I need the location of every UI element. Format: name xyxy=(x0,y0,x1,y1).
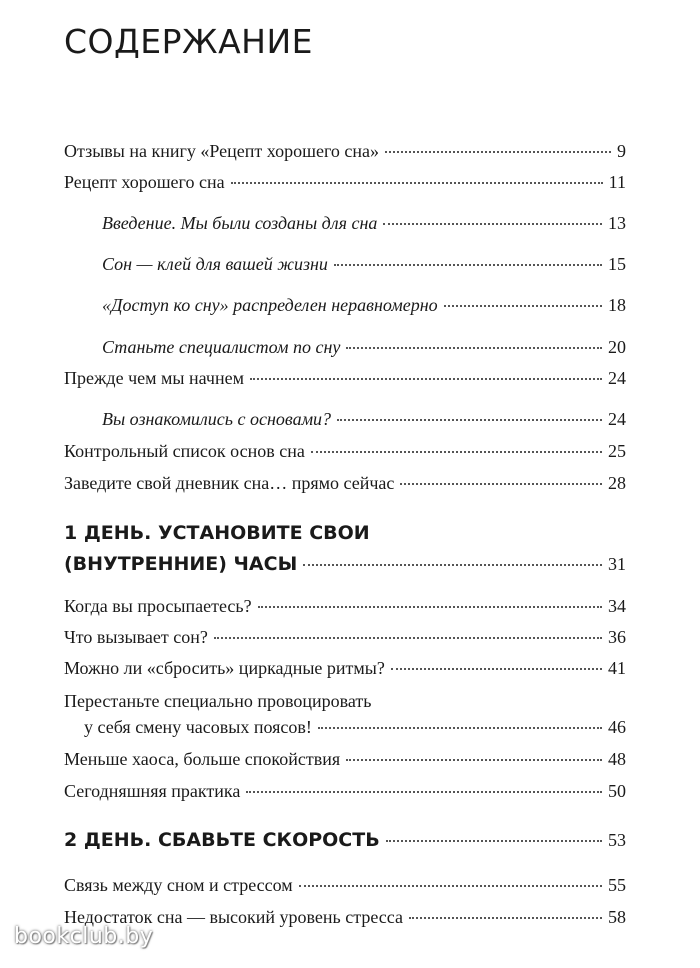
toc-entry-page: 20 xyxy=(608,337,626,357)
toc-entry[interactable] xyxy=(64,171,626,193)
toc-entry-title: Когда вы просыпаетесь? xyxy=(64,596,252,616)
toc-entry-title: Отзывы на книгу «Рецепт хорошего сна» xyxy=(64,141,379,161)
toc-entry-title: Рецепт хорошего сна xyxy=(64,172,225,192)
toc-entry-title: 2 ДЕНЬ. СБАВЬТЕ СКОРОСТЬ xyxy=(64,829,380,851)
toc-entry[interactable] xyxy=(64,140,626,162)
dot-leader xyxy=(385,151,611,153)
toc-entry-page: 11 xyxy=(608,172,626,192)
toc-entry-page: 24 xyxy=(608,368,626,388)
toc-entry-page: 9 xyxy=(617,141,626,161)
dot-leader xyxy=(299,885,602,887)
chapter-entry[interactable] xyxy=(64,825,626,855)
page-title: СОДЕРЖАНИЕ xyxy=(64,22,314,61)
toc-entry-page: 31 xyxy=(608,554,626,574)
toc-entry-page: 55 xyxy=(608,875,626,895)
toc-entry-title: Станьте специалистом по сну xyxy=(102,337,341,357)
site-watermark: bookclub.by xyxy=(14,924,154,949)
dot-leader xyxy=(318,727,602,729)
dot-leader xyxy=(400,483,602,485)
toc-entry-title: Сон — клей для вашей жизни xyxy=(102,254,328,274)
toc-entry-line1: Перестаньте специально провоцировать xyxy=(64,691,372,711)
toc-entry-page: 28 xyxy=(608,473,626,493)
dot-leader xyxy=(337,419,602,421)
toc-entry-title: Недостаток сна — высокий уровень стресса xyxy=(64,907,403,927)
toc-entry-title: Заведите свой дневник сна… прямо сейчас xyxy=(64,473,395,493)
toc-entry[interactable] xyxy=(64,780,626,802)
dot-leader xyxy=(391,668,602,670)
dot-leader xyxy=(311,451,602,453)
toc-entry-page: 24 xyxy=(608,409,626,429)
toc-entry-title: «Доступ ко сну» распределен неравномерно xyxy=(102,295,438,315)
toc-entry-title: Меньше хаоса, больше спокойствия xyxy=(64,749,341,769)
dot-leader xyxy=(334,264,602,266)
toc-entry-title: Вы ознакомились с основами? xyxy=(102,409,332,429)
toc-entry[interactable] xyxy=(84,716,626,738)
toc-entry[interactable] xyxy=(64,657,626,679)
toc-entry[interactable] xyxy=(64,874,626,896)
dot-leader xyxy=(231,182,603,184)
chapter-entry[interactable] xyxy=(64,549,626,579)
toc-subentry[interactable] xyxy=(102,253,626,275)
toc-entry-title: Сегодняшняя практика xyxy=(64,781,241,801)
toc-entry[interactable] xyxy=(64,367,626,389)
toc-entry-page: 36 xyxy=(608,627,626,647)
toc-entry-title: Можно ли «сбросить» циркадные ритмы? xyxy=(64,658,385,678)
dot-leader xyxy=(246,791,602,793)
dot-leader xyxy=(409,917,602,919)
toc-entry-title: у себя смену часовых поясов! xyxy=(84,717,312,737)
toc-entry[interactable] xyxy=(64,595,626,617)
dot-leader xyxy=(383,223,602,225)
toc-entry-title: Введение. Мы были созданы для сна xyxy=(102,213,378,233)
toc-entry-page: 48 xyxy=(608,749,626,769)
toc-entry-page: 58 xyxy=(608,907,626,927)
toc-entry-page: 46 xyxy=(608,717,626,737)
toc-entry-title: Контрольный список основ сна xyxy=(64,441,305,461)
toc-entry-title: Что вызывает сон? xyxy=(64,627,208,647)
toc-entry-page: 15 xyxy=(608,254,626,274)
dot-leader xyxy=(214,637,602,639)
toc-entry[interactable] xyxy=(64,472,626,494)
dot-leader xyxy=(303,564,602,566)
dot-leader xyxy=(346,759,602,761)
toc-entry[interactable] xyxy=(64,748,626,770)
toc-entry-title: Прежде чем мы начнем xyxy=(64,368,244,388)
dot-leader xyxy=(386,840,602,842)
toc-entry[interactable] xyxy=(64,626,626,648)
toc-entry-page: 25 xyxy=(608,441,626,461)
toc-entry-page: 34 xyxy=(608,596,626,616)
dot-leader xyxy=(258,606,602,608)
toc-entry-title: (ВНУТРЕННИЕ) ЧАСЫ xyxy=(64,553,298,575)
toc-entry-page: 13 xyxy=(608,213,626,233)
toc-entry-page: 53 xyxy=(608,830,626,850)
dot-leader xyxy=(444,305,602,307)
toc-entry-page: 50 xyxy=(608,781,626,801)
dot-leader xyxy=(250,378,602,380)
toc-subentry[interactable] xyxy=(102,336,626,358)
toc-subentry[interactable] xyxy=(102,408,626,430)
toc-entry-page: 18 xyxy=(608,295,626,315)
toc-subentry[interactable] xyxy=(102,294,626,316)
toc-entry[interactable] xyxy=(64,440,626,462)
toc-entry-title: Связь между сном и стрессом xyxy=(64,875,293,895)
toc-entry-page: 41 xyxy=(608,658,626,678)
chapter-heading-line1: 1 ДЕНЬ. УСТАНОВИТЕ СВОИ xyxy=(64,522,370,544)
dot-leader xyxy=(346,347,602,349)
toc-subentry[interactable] xyxy=(102,212,626,234)
